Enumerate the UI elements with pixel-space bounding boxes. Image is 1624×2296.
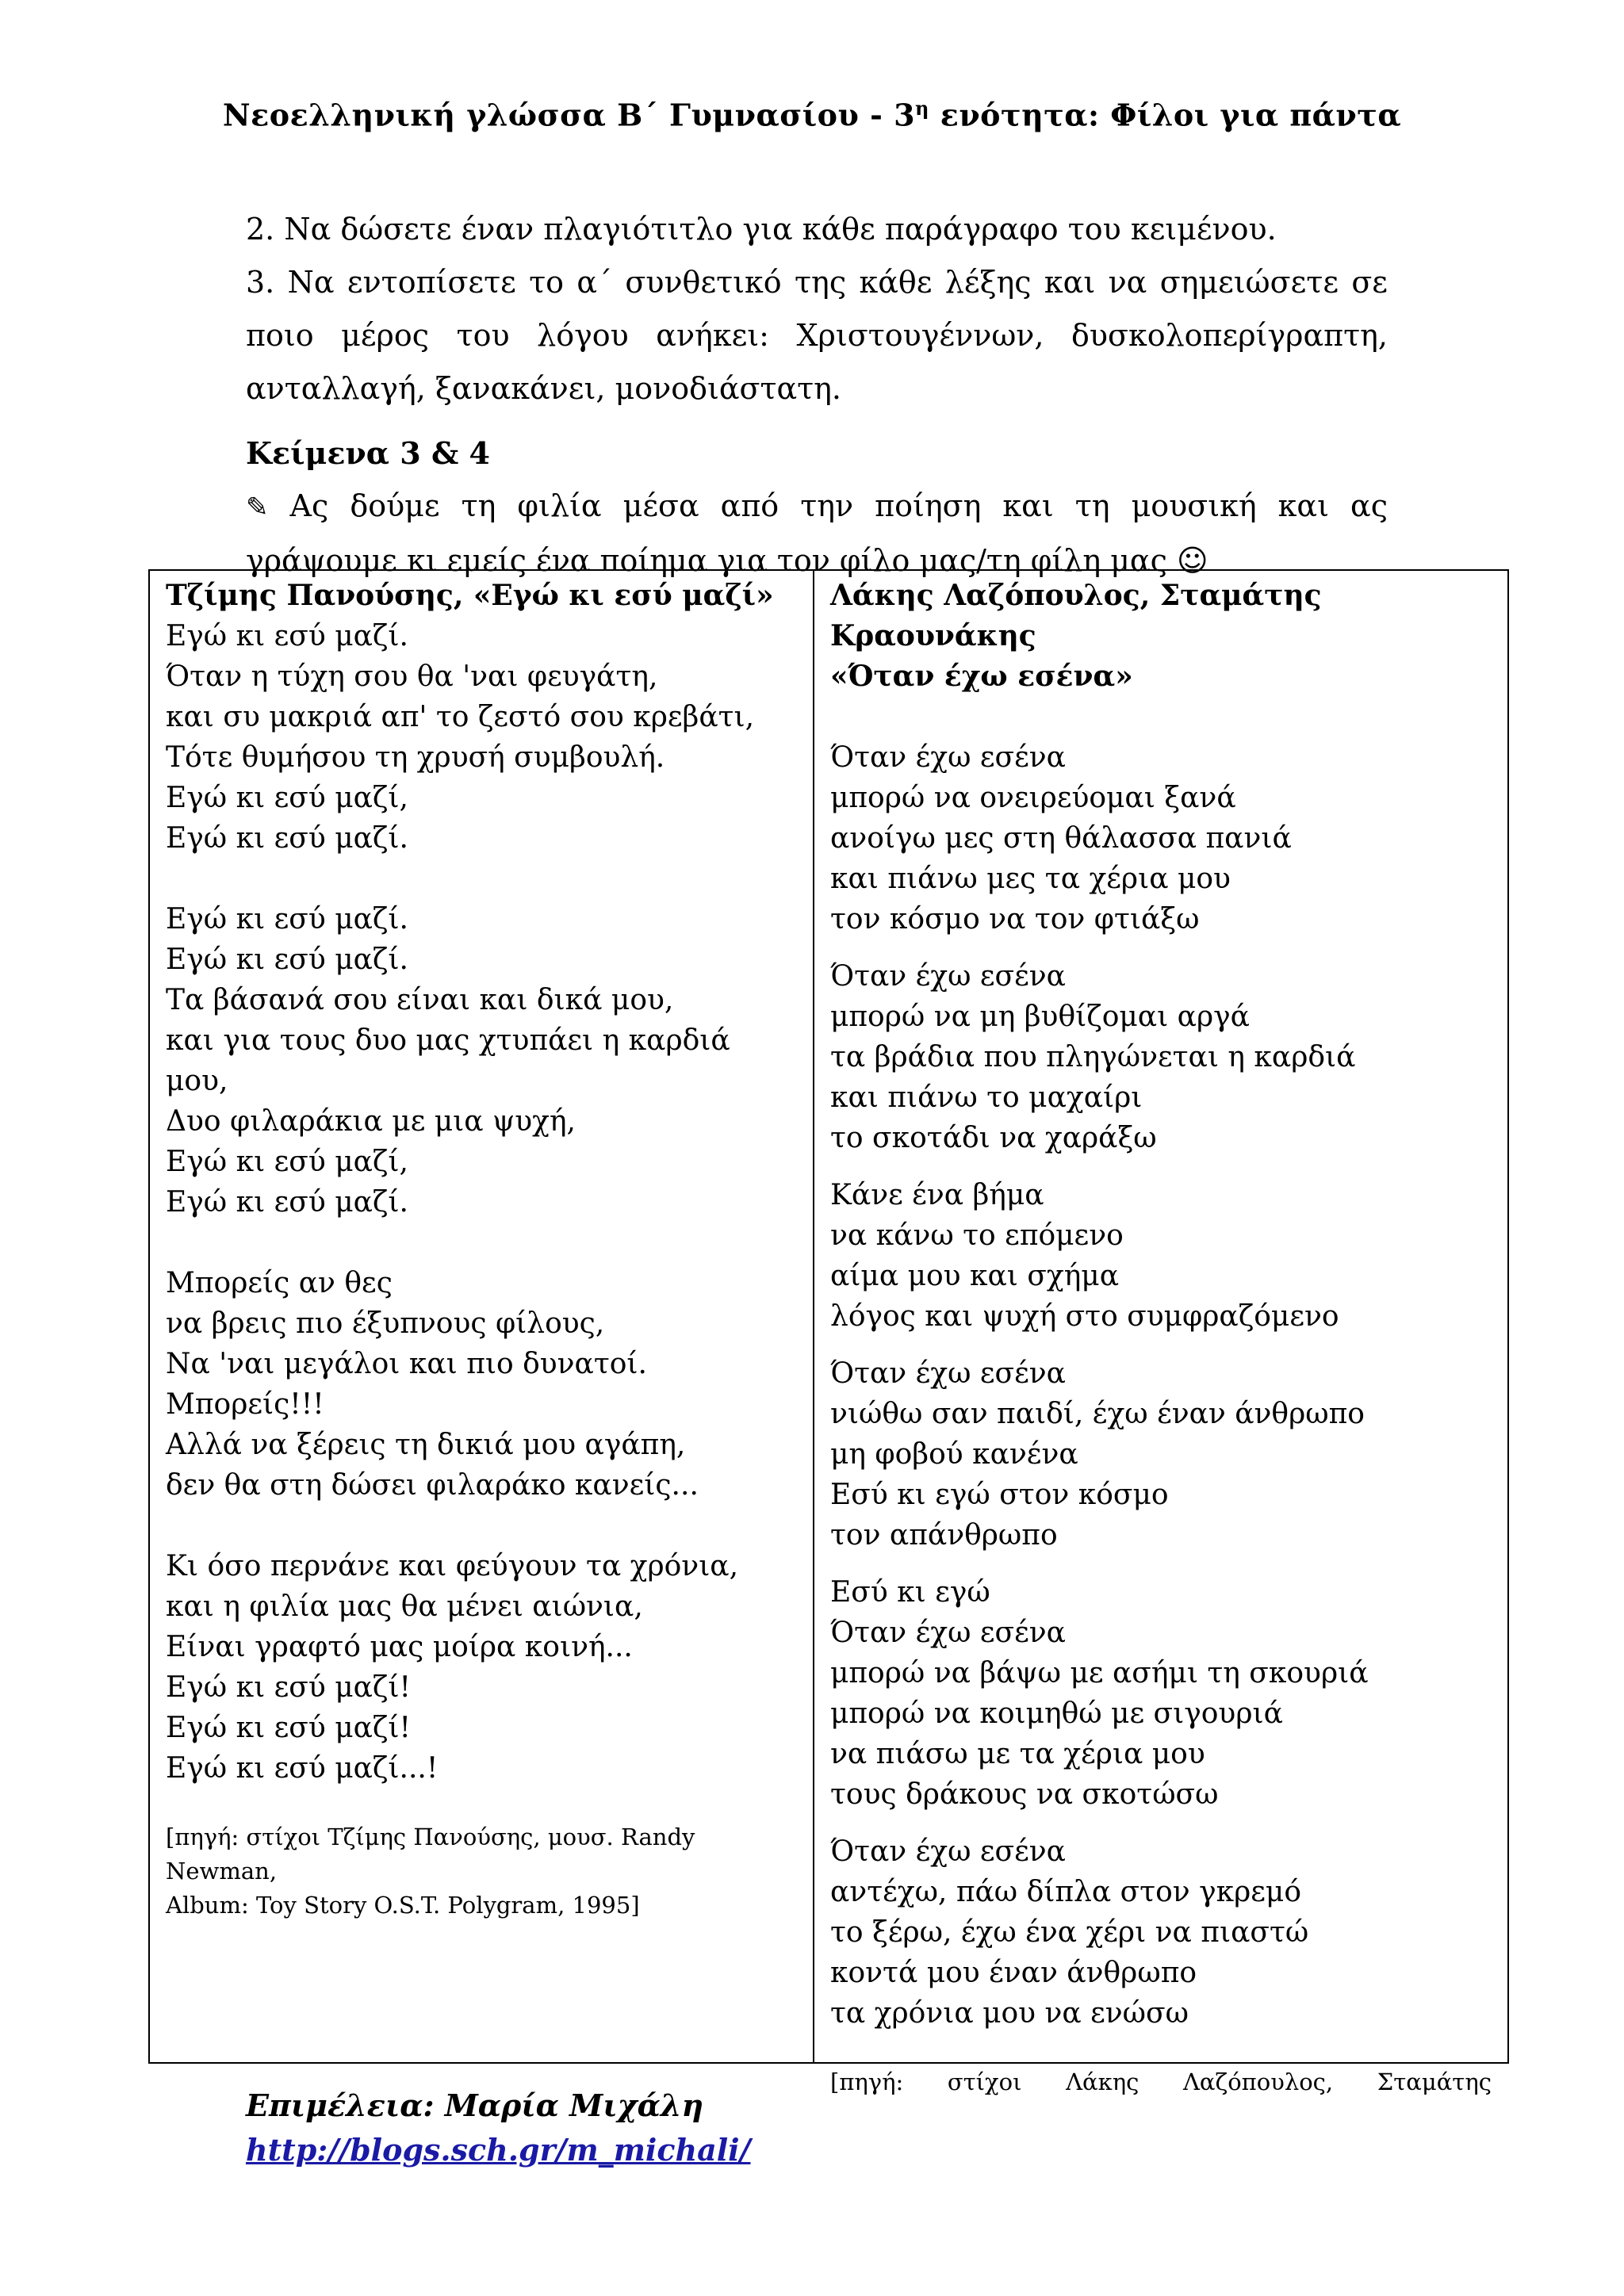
instruction-text: Ας δούμε τη φιλία μέσα από την ποίηση και τη μουσική και ας γράψουμε κι εμείς ένα ποίημα για τον φίλο μας/τη φίλη μας: [246, 488, 1388, 578]
poem-stanza: [830, 737, 1492, 939]
poem-line: μπορώ να βάψω με ασήμι τη σκουριά: [830, 1657, 1369, 1689]
poem-line: Όταν έχω εσένα: [830, 1835, 1066, 1868]
right-source-word: [πηγή:: [830, 2068, 904, 2095]
section-heading: Κείμενα 3 & 4: [246, 435, 490, 471]
poem-stanza: [830, 1831, 1492, 2034]
poem-stanza: [830, 956, 1492, 1158]
poem-line: Όταν έχω εσένα: [830, 1617, 1066, 1649]
left-poem-title: Τζίμης Πανούσης, «Εγώ κι εσύ μαζί»: [166, 579, 774, 612]
poem-line: ανοίγω μες στη θάλασσα πανιά: [830, 822, 1292, 855]
right-poem-title-line: «Όταν έχω εσένα»: [830, 660, 1133, 693]
right-source-word: Λαζόπουλος,: [1182, 2068, 1334, 2095]
right-poem-stanzas: [830, 737, 1492, 2034]
poem-line: το ξέρω, έχω ένα χέρι να πιαστώ: [830, 1916, 1309, 1949]
poem-stanza: [166, 1546, 797, 1789]
poem-line: μπορώ να κοιμηθώ με σιγουριά: [830, 1697, 1283, 1730]
poem-line: κοντά μου έναν άνθρωπο: [830, 1957, 1197, 1989]
poem-line: Όταν η τύχη σου θα 'ναι φευγάτη,: [166, 660, 658, 693]
exercise-3: 3. Να εντοπίσετε το α΄ συνθετικό της κάθε λέξης και να σημειώσετε σε ποιο μέρος του λόγου ανήκει: Χριστουγέννων, δυσκολοπερίγραπτη, ανταλλαγή, ξανακάνει, μονοδιάστατη.: [246, 265, 1388, 406]
editor-credit: Επιμέλεια: Μαρία Μιχάλη: [246, 2087, 704, 2123]
poem-line: Τότε θυμήσου τη χρυσή συμβουλή.: [166, 741, 665, 774]
poem-line: τα βράδια που πληγώνεται η καρδιά: [830, 1041, 1356, 1073]
left-poem-stanzas: [166, 616, 797, 1789]
page-header: [0, 97, 1624, 133]
poem-line: τον απάνθρωπο: [830, 1519, 1058, 1552]
poem-line: μη φοβού κανένα: [830, 1438, 1078, 1471]
poem-stanza: [166, 616, 797, 859]
poem-line: μπορώ να μη βυθίζομαι αργά: [830, 1001, 1250, 1033]
poem-line: Εγώ κι εσύ μαζί,: [166, 1146, 408, 1178]
smiley-icon: ☺: [1176, 543, 1208, 578]
header-title-sup: η: [915, 97, 929, 120]
poem-line: Όταν έχω εσένα: [830, 960, 1066, 993]
poem-stanza: [830, 1572, 1492, 1815]
poem-line: νιώθω σαν παιδί, έχω έναν άνθρωπο: [830, 1398, 1365, 1430]
poem-line: και η φιλία μας θα μένει αιώνια,: [166, 1590, 643, 1623]
right-source-word: Σταμάτης: [1377, 2068, 1492, 2095]
poem-line: τον κόσμο να τον φτιάξω: [830, 903, 1200, 936]
exercise-2: 2. Να δώσετε έναν πλαγιότιτλο για κάθε παράγραφο του κειμένου.: [246, 212, 1277, 247]
poem-line: Μπορείς!!!: [166, 1388, 324, 1421]
left-source-line: [πηγή: στίχοι Τζίμης Πανούσης, μουσ. Randy Newman,: [166, 1823, 695, 1885]
poem-line: και συ μακριά απ' το ζεστό σου κρεβάτι,: [166, 701, 755, 733]
poem-line: Εσύ κι εγώ: [830, 1576, 990, 1609]
left-poem-source: [166, 1820, 797, 1923]
header-title-part2: ενότητα: Φίλοι για πάντα: [929, 97, 1402, 133]
poem-line: Όταν έχω εσένα: [830, 1357, 1066, 1390]
poem-line: να πιάσω με τα χέρια μου: [830, 1738, 1205, 1770]
poem-line: Εγώ κι εσύ μαζί.: [166, 943, 408, 976]
poem-line: Δυο φιλαράκια με μια ψυχή,: [166, 1105, 576, 1138]
right-source-word: στίχοι: [947, 2068, 1022, 2095]
pencil-icon: ✎: [246, 492, 269, 523]
poem-line: να κάνω το επόμενο: [830, 1219, 1124, 1252]
poem-line: και πιάνω μες τα χέρια μου: [830, 863, 1231, 895]
poem-line: Εγώ κι εσύ μαζί,: [166, 782, 408, 814]
poem-line: και πιάνω το μαχαίρι: [830, 1081, 1143, 1114]
poem-line: Εσύ κι εγώ στον κόσμο: [830, 1479, 1169, 1511]
poem-line: Εγώ κι εσύ μαζί.: [166, 822, 408, 855]
blog-link[interactable]: http://blogs.sch.gr/m_michali/: [246, 2132, 751, 2168]
poem-line: Τα βάσανά σου είναι και δικά μου,: [166, 984, 674, 1016]
poem-line: Να 'ναι μεγάλοι και πιο δυνατοί.: [166, 1348, 647, 1380]
poem-line: Εγώ κι εσύ μαζί!: [166, 1671, 412, 1704]
poem-line: Είναι γραφτό μας μοίρα κοινή...: [166, 1631, 633, 1663]
poem-line: Κι όσο περνάνε και φεύγουν τα χρόνια,: [166, 1550, 739, 1582]
poem-line: Μπορείς αν θες: [166, 1267, 393, 1299]
poem-line: Εγώ κι εσύ μαζί.: [166, 620, 408, 652]
poem-line: Εγώ κι εσύ μαζί.: [166, 903, 408, 936]
poem-line: τους δράκους να σκοτώσω: [830, 1778, 1219, 1811]
poem-line: Όταν έχω εσένα: [830, 741, 1066, 774]
right-source-word: Λάκης: [1066, 2068, 1139, 2095]
intro-section: [246, 203, 1388, 587]
poem-line: μπορώ να ονειρεύομαι ξανά: [830, 782, 1236, 814]
header-title-part1: Νεοελληνική γλώσσα Β΄ Γυμνασίου - 3: [222, 97, 916, 133]
poem-line: λόγος και ψυχή στο συμφραζόμενο: [830, 1300, 1339, 1333]
poem-line: Κάνε ένα βήμα: [830, 1179, 1044, 1211]
poem-line: αντέχω, πάω δίπλα στον γκρεμό: [830, 1876, 1301, 1908]
left-source-line: Album: Toy Story O.S.T. Polygram, 1995]: [166, 1892, 640, 1919]
right-poem-title-line: Λάκης Λαζόπουλος, Σταμάτης Κραουνάκης: [830, 579, 1322, 652]
poem-stanza: [830, 1353, 1492, 1556]
poem-line: το σκοτάδι να χαράξω: [830, 1122, 1157, 1154]
poem-line: να βρεις πιο έξυπνους φίλους,: [166, 1307, 605, 1340]
poem-stanza: [830, 1175, 1492, 1337]
poem-stanza: [166, 1263, 797, 1506]
poem-line: Εγώ κι εσύ μαζί...!: [166, 1752, 439, 1785]
poem-line: αίμα μου και σχήμα: [830, 1260, 1120, 1292]
left-poem-cell: [150, 571, 814, 2062]
poem-line: Εγώ κι εσύ μαζί!: [166, 1712, 412, 1744]
right-poem-source: [830, 2065, 1492, 2099]
poem-line: Αλλά να ξέρεις τη δικιά μου αγάπη,: [166, 1429, 686, 1461]
poem-line: τα χρόνια μου να ενώσω: [830, 1997, 1189, 2030]
poems-table: [148, 569, 1509, 2095]
poem-stanza: [166, 899, 797, 1223]
right-poem-cell: [814, 571, 1507, 2095]
poem-line: Εγώ κι εσύ μαζί.: [166, 1186, 408, 1219]
footer: [246, 2084, 750, 2172]
poem-line: δεν θα στη δώσει φιλαράκο κανείς...: [166, 1469, 699, 1502]
poem-line: και για τους δυο μας χτυπάει η καρδιά μου,: [166, 1024, 730, 1097]
